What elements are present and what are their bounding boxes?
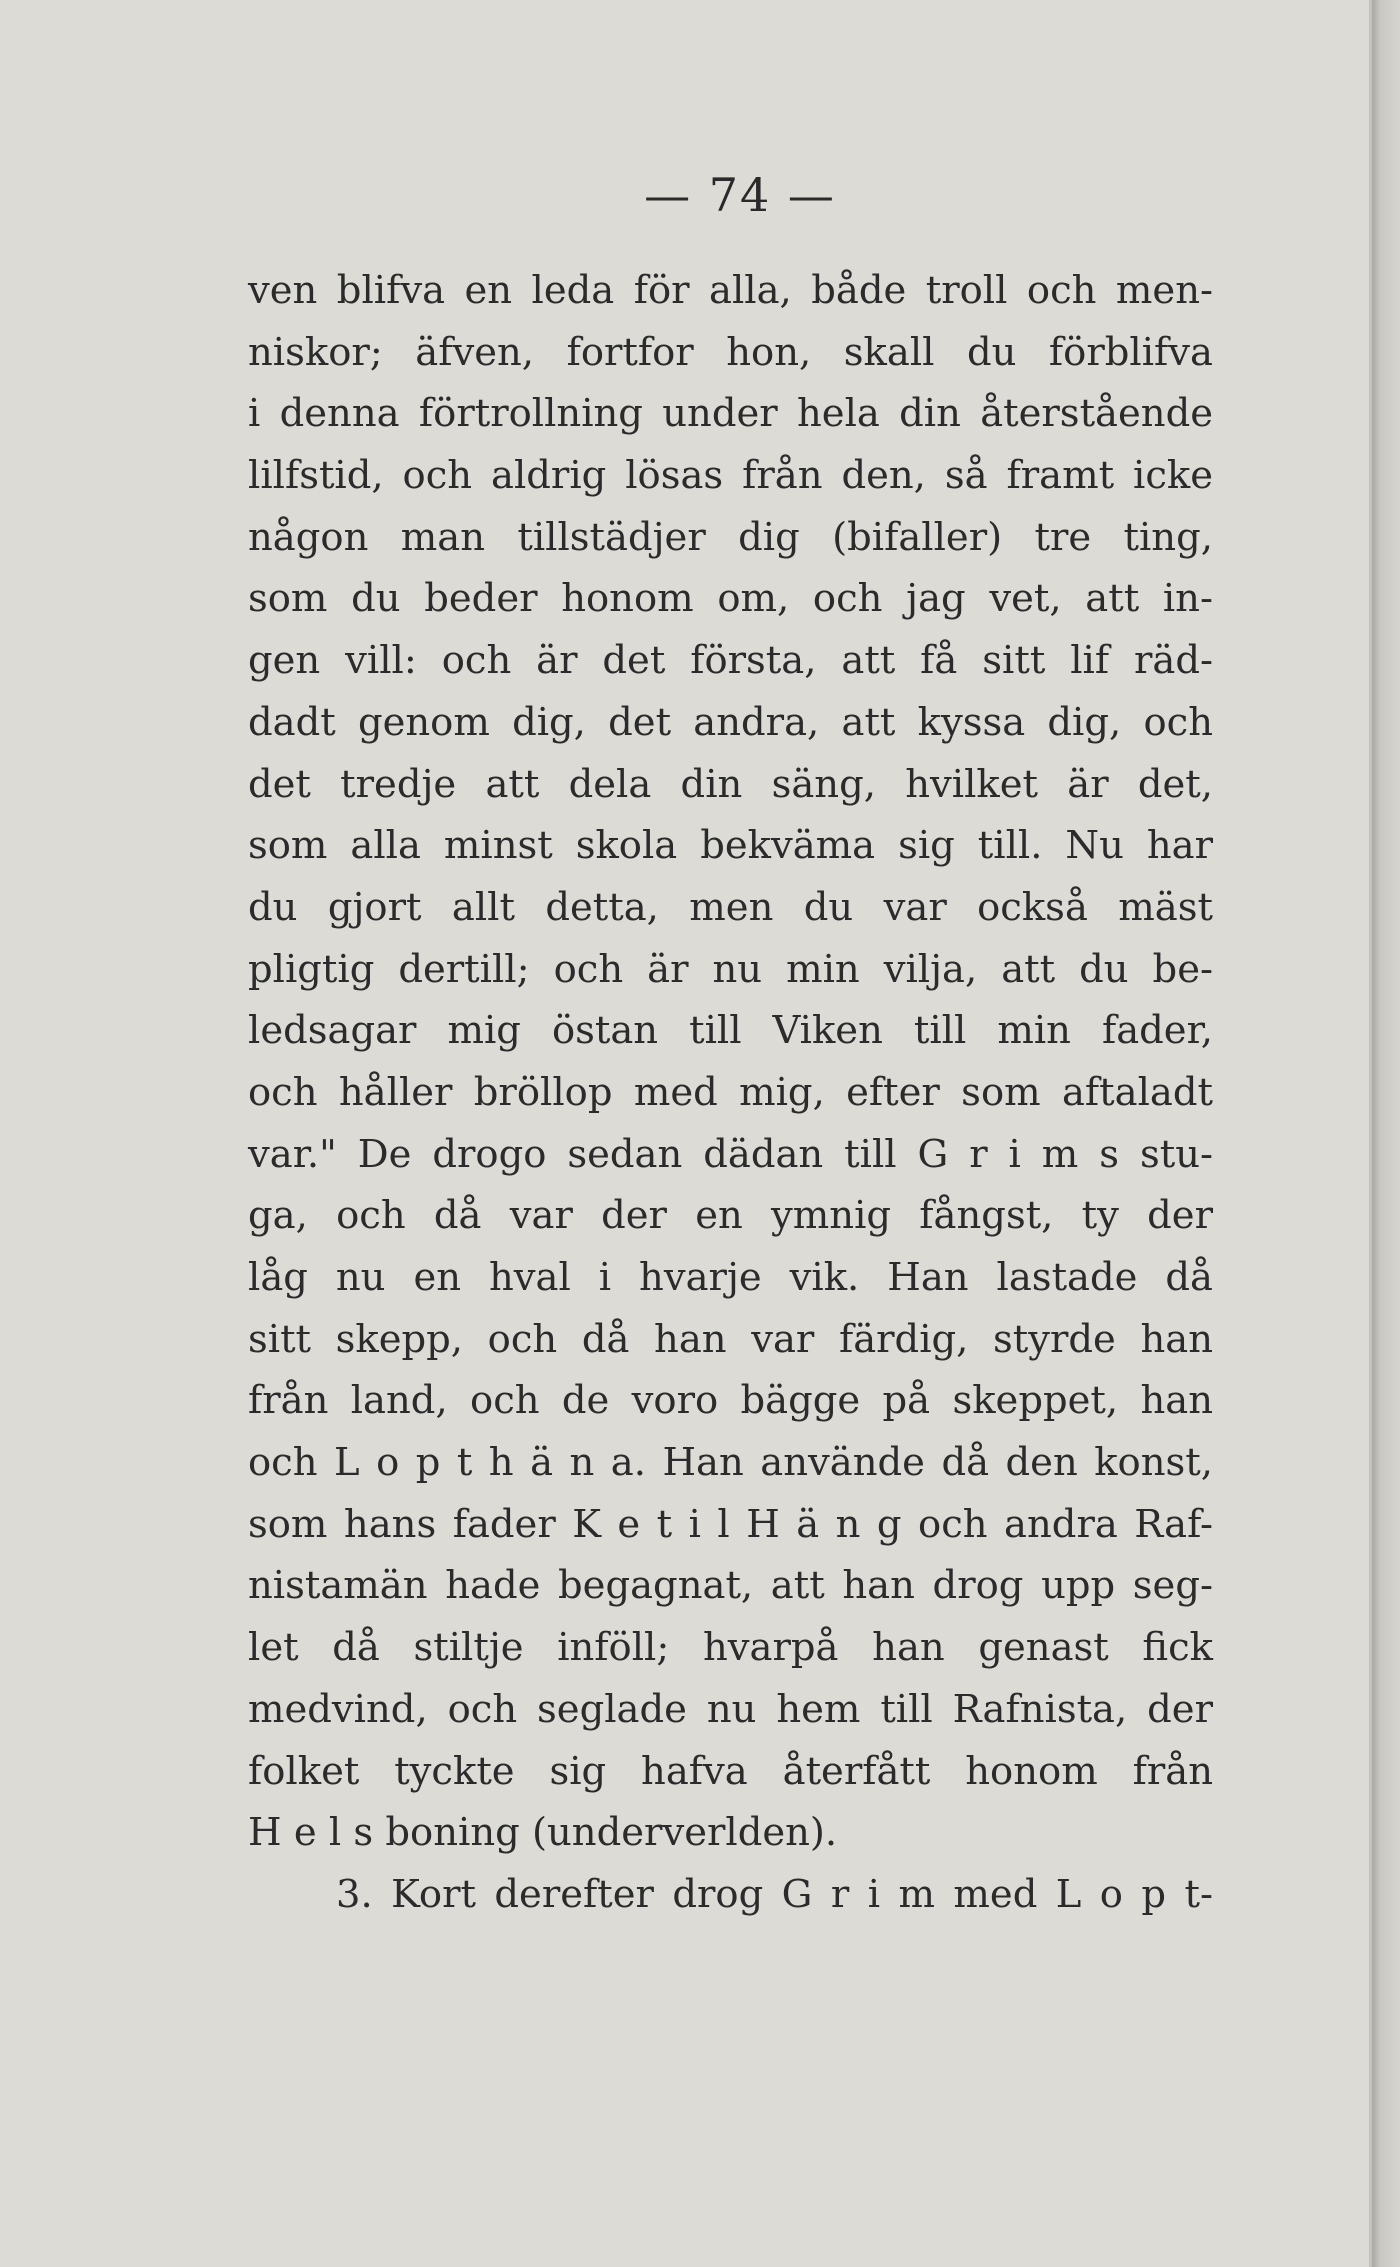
text-line: i denna förtrollning under hela din återstående bbox=[248, 391, 1213, 437]
text-line: lilfstid, och aldrig lösas från den, så framt icke bbox=[248, 453, 1213, 499]
text-line: gen vill: och är det första, att få sitt lif räd- bbox=[248, 638, 1213, 684]
text-line: någon man tillstädjer dig (bifaller) tre ting, bbox=[248, 514, 1213, 560]
text-line: som du beder honom om, och jag vet, att in- bbox=[248, 576, 1213, 622]
text-line: ledsagar mig östan till Viken till min fader, bbox=[248, 1008, 1213, 1054]
text-line: ven blifva en leda för alla, både troll och men- bbox=[248, 268, 1213, 313]
page-number: — 74 — bbox=[644, 168, 836, 222]
section-3-start-line: 3. Kort derefter drog G r i m med L o p t- bbox=[336, 1871, 1213, 1917]
text-line: pligtig dertill; och är nu min vilja, att du be- bbox=[248, 946, 1213, 992]
text-line: och L o p t h ä n a. Han använde då den konst, bbox=[248, 1440, 1213, 1486]
text-line: var." De drogo sedan dädan till G r i m s stu- bbox=[248, 1131, 1213, 1177]
text-line: du gjort allt detta, men du var också mäst bbox=[248, 884, 1213, 930]
page-edge bbox=[1372, 0, 1400, 2267]
text-line: niskor; äfven, fortfor hon, skall du förblifva bbox=[248, 329, 1213, 375]
text-line: från land, och de voro bägge på skeppet, han bbox=[248, 1378, 1213, 1424]
text-line: nistamän hade begagnat, att han drog upp seg- bbox=[248, 1563, 1213, 1609]
text-line: som alla minst skola bekväma sig till. Nu har bbox=[248, 823, 1213, 869]
text-line: som hans fader K e t i l H ä n g och andra Raf- bbox=[248, 1501, 1213, 1547]
body-text bbox=[248, 260, 1213, 1926]
text-line: ga, och då var der en ymnig fångst, ty der bbox=[248, 1193, 1213, 1239]
text-line: och håller bröllop med mig, efter som aftaladt bbox=[248, 1069, 1213, 1115]
text-line: sitt skepp, och då han var färdig, styrde han bbox=[248, 1316, 1213, 1362]
text-line: låg nu en hval i hvarje vik. Han lastade då bbox=[248, 1255, 1213, 1300]
text-line: det tredje att dela din säng, hvilket är det, bbox=[248, 761, 1213, 807]
text-line: let då stiltje inföll; hvarpå han genast fick bbox=[248, 1625, 1213, 1671]
paragraph-end-line: H e l s boning (underverlden). bbox=[248, 1810, 838, 1856]
text-line: medvind, och seglade nu hem till Rafnista, der bbox=[248, 1686, 1213, 1732]
text-line: folket tyckte sig hafva återfått honom från bbox=[248, 1748, 1213, 1794]
text-line: dadt genom dig, det andra, att kyssa dig, och bbox=[248, 699, 1213, 745]
